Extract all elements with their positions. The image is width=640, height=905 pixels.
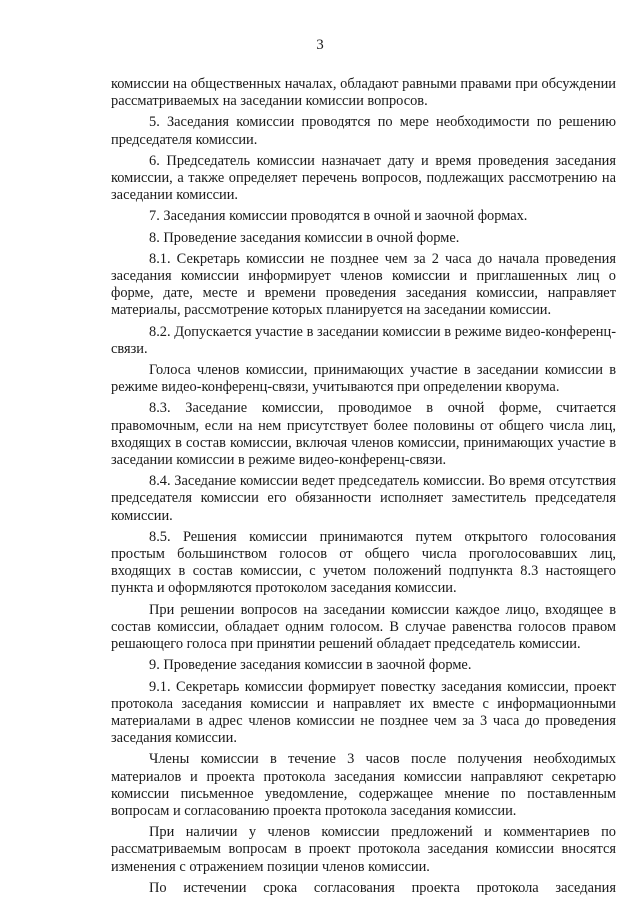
paragraph-clause-9: 9. Проведение заседания комиссии в заочной форме.: [149, 657, 472, 674]
paragraph-clause-6: 6. Председатель комиссии назначает дату и время проведения заседания комиссии, а также определяет перечень вопросов, подлежащих рассмотрению на заседании комиссии.: [111, 152, 616, 204]
paragraph-voting-rules: При решении вопросов на заседании комиссии каждое лицо, входящее в состав комиссии, обладает одним голосом. В случае равенства голосов правом решающего голоса при принятии решений обладает председатель комиссии.: [111, 601, 616, 653]
paragraph-clause-8: 8. Проведение заседания комиссии в очной форме.: [149, 229, 460, 246]
page-number: 3: [316, 37, 324, 53]
paragraph-clause-8-1: 8.1. Секретарь комиссии не позднее чем за 2 часа до начала проведения заседания комиссии информирует членов комиссии и приглашенных лиц о форме, дате, месте и времени проведения заседания комиссии, направляет материалы, рассмотрение которых планируется на заседании комиссии.: [111, 250, 616, 319]
paragraph-clause-8-4: 8.4. Заседание комиссии ведет председатель комиссии. Во время отсутствия председателя комиссии его обязанности исполняет заместитель председателя комиссии.: [111, 473, 616, 524]
paragraph-votes-video: Голоса членов комиссии, принимающих участие в заседании комиссии в режиме видео-конференц-связи, учитываются при определении кворума.: [111, 362, 616, 396]
paragraph-clause-8-5: 8.5. Решения комиссии принимаются путем открытого голосования простым большинством голосов от общего числа проголосовавших лиц, входящих в состав комиссии, с учетом положений подпункта 8.3 настоящего пункта и оформляются протоколом заседания комиссии.: [111, 528, 616, 597]
paragraph-clause-7: 7. Заседания комиссии проводятся в очной и заочной формах.: [149, 208, 528, 225]
paragraph-deadline: По истечении срока согласования проекта протокола заседания: [149, 879, 616, 896]
paragraph-clause-5: 5. Заседания комиссии проводятся по мере необходимости по решению председателя комиссии.: [111, 114, 616, 148]
paragraph-member-notification: Члены комиссии в течение 3 часов после получения необходимых материалов и проекта протокола заседания комиссии направляют секретарю комиссии письменное уведомление, содержащее мнение по поставленным вопросам и согласованию проекта протокола заседания комиссии.: [111, 751, 616, 819]
paragraph-comments: При наличии у членов комиссии предложений и комментариев по рассматриваемым вопросам в проект протокола заседания комиссии вносятся изменения с отражением позиции членов комиссии.: [111, 824, 616, 875]
paragraph-clause-8-3: 8.3. Заседание комиссии, проводимое в очной форме, считается правомочным, если на нем присутствует более половины от общего числа лиц, входящих в состав комиссии, включая членов комиссии, принимающих участие в заседании комиссии в режиме видео-конференц-связи.: [111, 400, 616, 469]
paragraph-clause-9-1: 9.1. Секретарь комиссии формирует повестку заседания комиссии, проект протокола заседания комиссии и направляет их вместе с информационными материалами в адрес членов комиссии не позднее чем за 3 часа до проведения заседания комиссии.: [111, 678, 616, 747]
paragraph-continuation: комиссии на общественных началах, обладают равными правами при обсуждении рассматриваемых на заседании комиссии вопросов.: [111, 76, 616, 110]
paragraph-clause-8-2: 8.2. Допускается участие в заседании комиссии в режиме видео-конференц-связи.: [111, 323, 616, 357]
document-body: [111, 76, 616, 901]
